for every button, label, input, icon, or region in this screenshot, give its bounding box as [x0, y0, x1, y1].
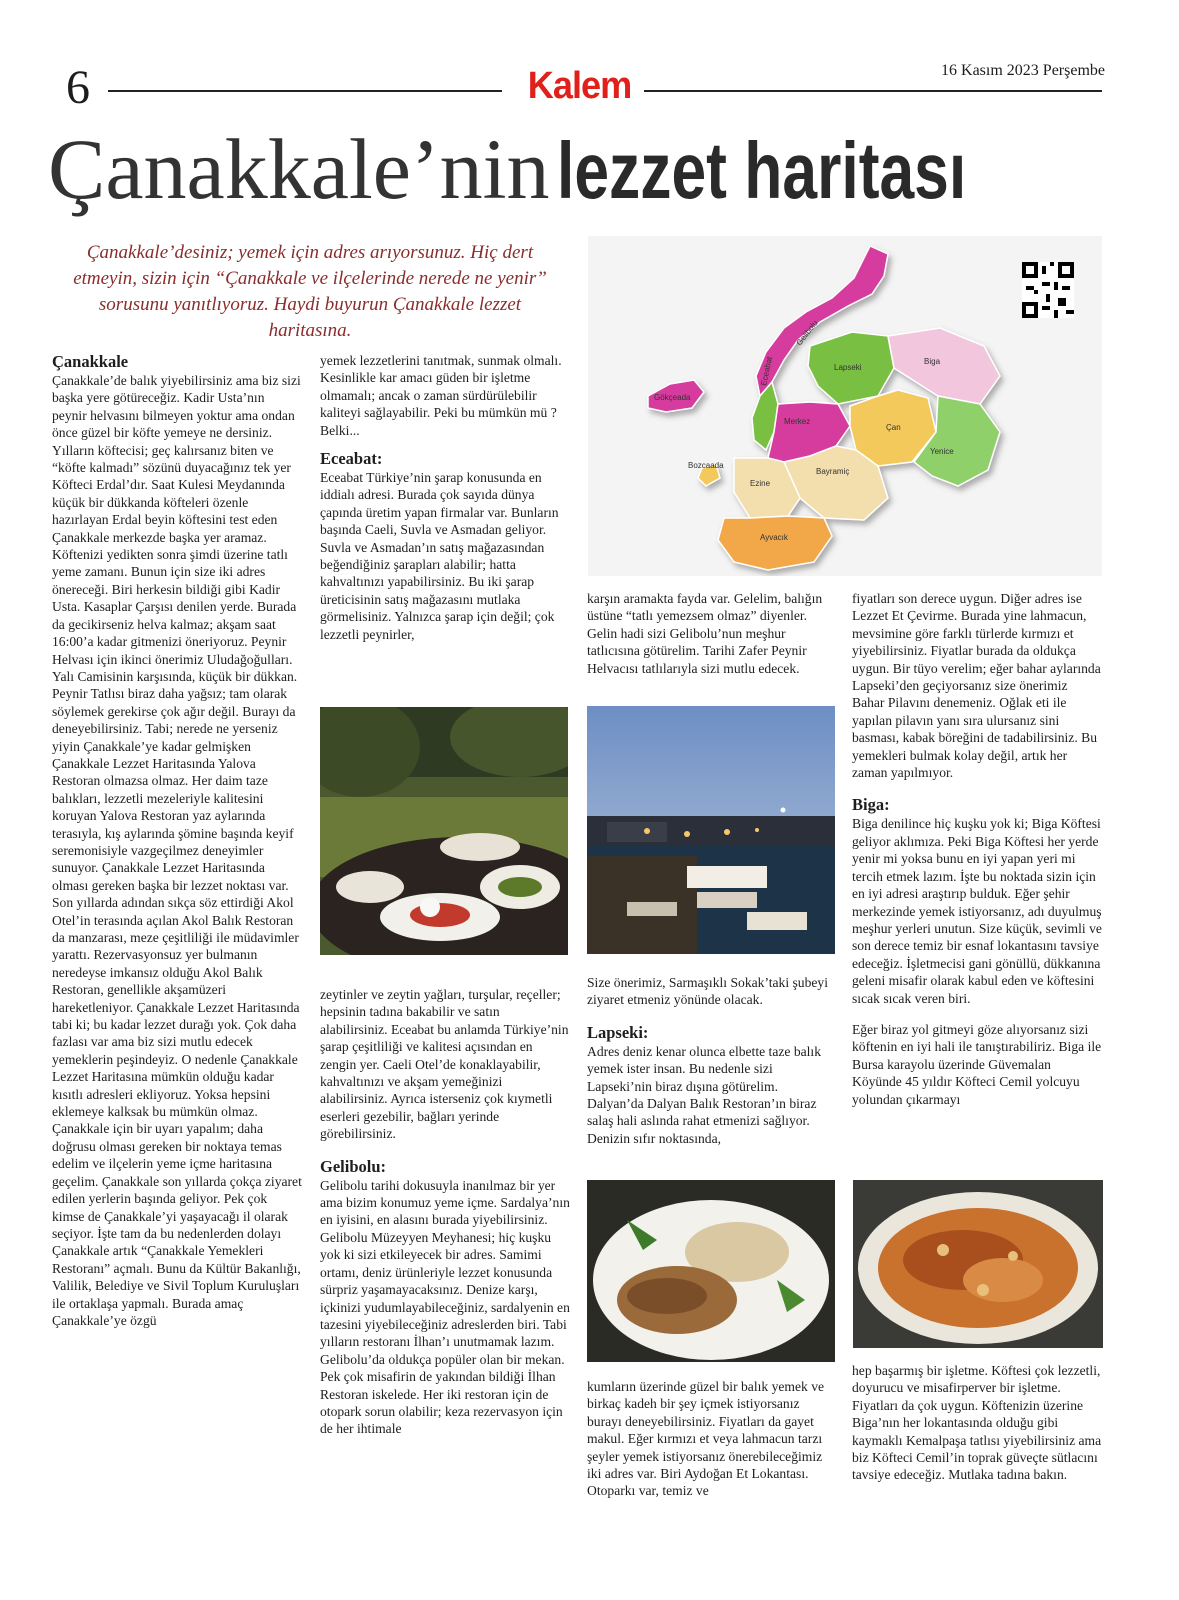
map-label-bozcaada: Bozcaada	[688, 461, 724, 470]
qr-code[interactable]	[1022, 262, 1074, 318]
map-label-ayvacik: Ayvacık	[760, 533, 788, 542]
photo-garden-table	[320, 707, 568, 955]
column-3-bottom	[587, 1378, 833, 1500]
body-text-biga-2: Eğer biraz yol gitmeyi göze alıyorsanız sizi köftenin en iyi hali ile tanıştırabiliriz. Biga ile Bursa karayolu üzerinde Güvemalan Köyünde 45 yıldır Köfteci Cemil yolcuyu yolundan çıkarmayı	[852, 1021, 1102, 1107]
page-headline	[48, 121, 1082, 234]
body-text-biga: Biga denilince hiç kuşku yok ki; Biga Köftesi geliyor aklımıza. Peki Biga Köftesi her yerde yenir mi yoksa bunu en iyi yapan yeri mi tercih etmek lazım. İşte bu noktada sizin için en iyi adresi araştırıp bulduk. Eğer şehir merkezinde yemek istiyorsanız, adı duyulmuş meşhur yerleri unutun. Size küçük, sevimli ve son derece temiz bir esnaf lokantasını tavsiye edeceğiz. İşletmecisi gani gönüllü, dükkanına geleni misafir olarak kabul eden ve köftesini sıcak sıcak veren biri.	[852, 816, 1102, 1006]
map-label-can: Çan	[886, 423, 901, 432]
body-text-gelibolu: Gelibolu tarihi dokusuyla inanılmaz bir yer ama bizim konumuz yeme içme. Sardalya’nın en iyisini, en alasını burada yiyebilirsiniz. Gelibolu Müzeyyen Meyhanesi; hiç kuşku yok ki sizi etkileyecek bir adres. Samimi ortamı, deniz ürünleriyle lezzet konusunda sürpriz yaşamayacaksınız. Denize karşı, içkinizi yudumlayabileceğiniz, sardalyenin en tazesini yiyebileceğiniz adreslerden biri. Tabi yılların restoranı İlhan’ı unutmamak lazım. Gelibolu’da oldukça popüler olan bir mekan. Pek çok misafirin de yakından bildiği İlhan Restoran iskelede. Her iki restoran için de otopark sorun olabilir; keza rezervasyon için de her ihtimale	[320, 1177, 570, 1437]
map-label-biga: Biga	[924, 357, 941, 366]
map-label-ezine: Ezine	[750, 479, 771, 488]
newspaper-logo: Kalem	[527, 65, 632, 107]
body-text-biga-cont: hep başarmış bir işletme. Köftesi çok lezzetli, doyurucu ve misafirperver bir işletme. Fiyatları da çok uygun. Köftenizin üzerine Biga’nın her lokantasında olduğu gibi kaymaklı Kemalpaşa tatlısı yiyebilirsiniz ama biz Köfteci Cemil’in toprak güveçte sütlacını tavsiye edeceğiz. Mutlaka tadına bakın.	[852, 1363, 1102, 1483]
photo-kofte-plate	[853, 1180, 1103, 1348]
map-label-gelibolu: Gelibolu	[794, 318, 820, 348]
column-2-top	[320, 352, 570, 643]
section-heading-canakkale: Çanakkale	[52, 352, 129, 371]
map-label-yenice: Yenice	[930, 447, 954, 456]
section-heading-gelibolu: Gelibolu:	[320, 1156, 387, 1176]
column-canakkale	[52, 352, 302, 1329]
intro-lead: Çanakkale’desiniz; yemek için adres arıyorsunuz. Hiç dert etmeyin, sizin için “Çanakkale ve ilçelerinde nerede ne yenir” sorusunu yanıtlıyoruz. Haydi buyurun Çanakkale lezzet haritasına.	[73, 242, 547, 341]
map-label-lapseki: Lapseki	[834, 363, 862, 372]
headline-part1: Çanakkale’nin	[48, 121, 550, 217]
map-label-bayramic: Bayramiç	[816, 467, 850, 476]
body-text-canakkale: Çanakkale’de balık yiyebilirsiniz ama biz sizi başka yere götüreceğiz. Kadir Usta’nın peynir helvasını bilmeyen yoktur ama ondan önce güzel bir köfte yemeye ne dersiniz. Yılların köftecisi; geç kalırsanız biten ve “köfte kalmadı” sözünü duyacağınız tek yer Köfteci Erdal’dır. Saat Kulesi Meydanında küçük bir dükkanda köfteleri özenle hazırlayan Erdal beyin köftesini test eden Çanakkale merkezde başka yer aramaz. Köftenizi yedikten sonra şimdi üzerine tatlı yeme zamanı. Bunun için size iki adres önereceği. Biri herkesin bildiği gibi Kadir Usta. Kasaplar Çarşısı denilen yerde. Burada da gecikirseniz helva kalmaz; akşam saat 16:00’a kadar gitmenizi öneriyoruz. Peynir Helvası için ikinci önerimiz Uludağoğulları. Yalı Camisinin karşısında, küçük bir dükkan. Peynir Tatlısı biraz daha yağsız; tam olarak söylemek gerekirse çok ağır değil. Burayı da deneyebilirsiniz. Tabi; nerede ne yerseniz yiyin Çanakkale’ye kadar gelmişken Çanakkale Lezzet Haritasında Yalova Restoran olmazsa olmaz. Her daim taze balıkları, lezzetli mezeleriyle kalitesini koruyan Yalova Restoran yaz aylarında terasıyla, kış aylarında şömine başında keyif seremonisiyle vazgeçilmez deneyimler sunuyor. Çanakkale Lezzet Haritasında olması gereken başka bir lezzet noktası var. Son yıllarda adından sıkça söz ettirdiği Akol Otel’in terasında açılan Akol Balık Restoran da manzarası, meze çeşitliliği ile müdavimler yarattı. Rezervasyonsuz yer bulmanın neredeyse imkansız olduğu Akol Balık Restoran, genellikle akşamüzeri hareketleniyor. Çanakkale Lezzet Haritasında tabi ki; bu kadar lezzet durağı yok. Çok daha fazlası var ama biz sizi mutlu edecek yemeklerin peşindeyiz. O nedenle Çanakkale Lezzet Haritasına mümkün olduğu kadar kısıtlı adresleri ekliyoruz. Yoksa hepsini eklemeye kalksak bu mümkün olmaz. Çanakkale için bir uyarı yapalım; daha doğrusu olması gereken bir noktaya temas edelim ve ilçelerin yeme içme haritasına geçelim. Çanakkale son yıllarda çokça ziyaret edilen yerlerin başında geliyor. Pek çok kimse de Çanakkale’yi yaşayacağı il olarak seçiyor. İşte tam da bu nedenlerden dolayı Çanakkale artık “Çanakkale Yemekleri Restoranı” açmalı. Bunu da Kültür Bakanlığı, Valilik, Belediye ve Sivil Toplum Kuruluşları ile ortaklaşa yapmalı. Burada amaç Çanakkale’ye özgü	[52, 373, 302, 1328]
section-heading-eceabat: Eceabat:	[320, 449, 383, 469]
photo-fish-plate	[587, 1180, 835, 1362]
headline-part2: lezzet haritası	[557, 126, 967, 215]
masthead-rule-right	[644, 90, 1102, 92]
body-text-eceabat-cont: zeytinler ve zeytin yağları, turşular, reçeller; hepsinin tadına bakabilir ve satın alabilirsiniz. Eceabat bu anlamda Türkiye’nin şarap çeşitliliği ve kalitesi açısından en zengin yer. Caeli Otel’de konaklayabilir, kahvaltınızı ve akşam yemeğinizi alabilirsiniz. Ayrıca isterseniz çok kıymetli eserleri gezebilir, bağları yerinde görebilirsiniz.	[320, 987, 569, 1142]
section-heading-biga: Biga:	[852, 795, 890, 815]
body-text-gelibolu-tip: Size önerimiz, Sarmaşıklı Sokak’taki şubeyi ziyaret etmeniz yönünde olacak.	[587, 975, 828, 1008]
map-label-merkez: Merkez	[784, 417, 811, 426]
column-3-top	[587, 590, 833, 677]
body-text-lapseki: Adres deniz kenar olunca elbette taze balık yemek ister insan. Bu nedenle sizi Lapseki’nin biraz dışına götürelim. Dalyan’da Dalyan Balık Restoran’ın biraz salaş hali aslında rahat etmenizi sağlıyor. Denizin sıfır noktasında,	[587, 1043, 822, 1146]
issue-date: 16 Kasım 2023 Perşembe	[941, 62, 1105, 79]
column-4-bottom	[852, 1362, 1102, 1484]
qr-code-icon	[1022, 262, 1074, 318]
column-3-middle	[587, 974, 833, 1147]
section-heading-lapseki: Lapseki:	[587, 1022, 649, 1042]
body-text-lapseki-cont: kumların üzerinde güzel bir balık yemek ve birkaç kadeh bir şey içmek istiyorsanız burayı deneyebilirsiniz. Fiyatları da gayet makul. Eğer kırmızı et veya lahmacun tarzı şeyler yemek istiyorsanız önerebileceğimiz iki adres var. Biri Aydoğan Et Lokantası. Otoparkı var, temiz ve	[587, 1379, 825, 1499]
body-text-lapseki-more: fiyatları son derece uygun. Diğer adres ise Lezzet Et Çevirme. Burada yine lahmacun, mevsimine göre farklı türlerde kırmızı et yiyebilirsiniz. Fiyatlar burada da oldukça uygun. Bir tüyo verelim; eğer bahar aylarında Lapseki’den geçiyorsanız size önerimiz Bahar Pilavını denemeniz. Oğlak eti ile yapılan pilavın yanı sıra ulursanız sini basması, kabak böreğini de tadabilirsiniz. Bu yemekleri bulmak kolay değil, artık her zaman yapılmıyor.	[852, 591, 1101, 781]
photo-harbor-night	[587, 706, 835, 954]
map-label-gokceada: Gökçeada	[654, 393, 691, 402]
map-label-eceabat: Eceabat	[759, 355, 775, 387]
masthead-rule-left	[108, 90, 502, 92]
body-text-eceabat: Eceabat Türkiye’nin şarap konusunda en iddialı adresi. Burada çok sayıda dünya çapında üretim yapan firmalar var. Bunların başında Caeli, Suvla ve Asmadan geliyor. Suvla ve Asmadan’ın satış mağazasından beğendiğiniz şarapları alabilir; hatta kahvaltınızı yapabilirsiniz. Bu iki şarap üreticisinin satış mağazasını mutlaka görmelisiniz. Yalnızca şarap için değil; çok lezzetli peynirler,	[320, 470, 559, 642]
page-number: 6	[66, 61, 90, 114]
region-ayvacik	[718, 516, 832, 570]
body-text-continuation: yemek lezzetlerini tanıtmak, sunmak olmalı. Kesinlikle kar amacı güden bir işletme olmamalı; ancak o zaman sürdürülebilir kaliteyi sağlayabilir. Peki bu mümkün mü ? Belki...	[320, 353, 562, 438]
body-text-gelibolu-cont: karşın aramakta fayda var. Gelelim, balığın üstüne “tatlı yemezsem olmaz” diyenler. Gelin hadi sizi Gelibolu’nun meşhur tatlıcısına götürelim. Tarihi Zafer Peynir Helvacısı tatlılarıyla sizi mutlu edecek.	[587, 591, 823, 676]
column-2-bottom	[320, 986, 570, 1438]
column-4-top	[852, 590, 1102, 1108]
